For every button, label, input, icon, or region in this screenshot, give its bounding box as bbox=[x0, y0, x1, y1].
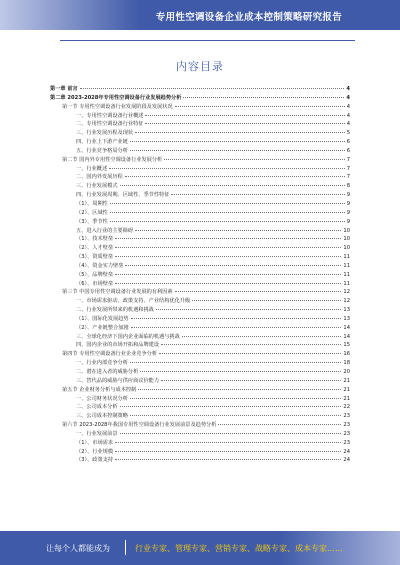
toc-leader-dots bbox=[161, 380, 341, 381]
toc-entry-label: 一、公司财务状况分析 bbox=[76, 395, 128, 402]
toc-leader-dots bbox=[145, 115, 344, 116]
toc-leader-dots bbox=[183, 97, 344, 98]
toc-entry[interactable] bbox=[50, 395, 350, 404]
toc-entry-label: 一、行业内部竞争分析 bbox=[76, 360, 128, 367]
toc-entry[interactable] bbox=[50, 377, 350, 386]
toc-entry[interactable] bbox=[50, 156, 350, 165]
toc-entry[interactable] bbox=[50, 120, 350, 129]
toc-leader-dots bbox=[175, 106, 345, 107]
toc-entry-label: 四、行业上下游产业链 bbox=[76, 139, 128, 146]
toc-entry-page: 15 bbox=[343, 342, 350, 349]
toc-leader-dots bbox=[115, 247, 341, 248]
toc-entry-page: 12 bbox=[343, 298, 350, 305]
toc-leader-dots bbox=[130, 398, 342, 399]
toc-leader-dots bbox=[130, 150, 345, 151]
toc-entry-label: 四、行业发展周期、区域性、季节性特征 bbox=[76, 192, 170, 199]
toc-entry-label: （2）、产业链整合加剧 bbox=[76, 324, 129, 331]
toc-entry[interactable] bbox=[50, 209, 350, 218]
toc-leader-dots bbox=[115, 274, 341, 275]
toc-entry[interactable] bbox=[50, 129, 350, 138]
toc-entry[interactable] bbox=[50, 147, 350, 156]
toc-entry-page: 11 bbox=[343, 254, 350, 261]
toc-entry-page: 18 bbox=[343, 360, 350, 367]
toc-entry-label: （5）、品牌壁垒 bbox=[76, 271, 114, 278]
toc-entry-page: 11 bbox=[343, 271, 350, 278]
toc-entry-page: 21 bbox=[343, 386, 350, 393]
toc-leader-dots bbox=[120, 433, 342, 434]
toc-entry[interactable] bbox=[50, 448, 350, 457]
toc-entry[interactable] bbox=[50, 333, 350, 342]
toc-leader-dots bbox=[120, 406, 342, 407]
toc-leader-dots bbox=[115, 451, 341, 452]
toc-entry-label: （1）、国际化发展趋势 bbox=[76, 315, 129, 322]
toc-leader-dots bbox=[130, 362, 342, 363]
toc-entry-label: （3）、资质壁垒 bbox=[76, 254, 114, 261]
toc-entry-page: 6 bbox=[346, 147, 350, 154]
toc-entry-label: （1）、周期性 bbox=[76, 200, 108, 207]
toc-leader-dots bbox=[109, 168, 345, 169]
toc-entry-page: 14 bbox=[343, 333, 350, 340]
toc-entry-page: 23 bbox=[343, 439, 350, 446]
toc-leader-dots bbox=[80, 88, 345, 89]
toc-leader-dots bbox=[130, 141, 345, 142]
toc-entry-label: 三、全球化经济下国内企业面临的机遇与挑战 bbox=[76, 333, 180, 340]
table-of-contents bbox=[50, 85, 350, 465]
toc-entry-label: 二、公司成本分析 bbox=[76, 404, 118, 411]
toc-entry-page: 10 bbox=[343, 227, 350, 234]
footer-expert-list: 行业专家、管理专家、营销专家、战略专家、成本专家…… bbox=[135, 544, 343, 553]
toc-entry-label: （2）、区域性 bbox=[76, 209, 108, 216]
toc-entry-page: 13 bbox=[343, 315, 350, 322]
toc-entry[interactable] bbox=[50, 288, 350, 297]
toc-entry-label: 一、行业发展前景 bbox=[76, 430, 118, 437]
toc-entry-page: 10 bbox=[343, 236, 350, 243]
toc-entry-page: 4 bbox=[346, 103, 350, 110]
toc-entry-page: 7 bbox=[346, 174, 350, 181]
toc-entry[interactable] bbox=[50, 227, 350, 236]
toc-leader-dots bbox=[171, 194, 344, 195]
toc-entry[interactable] bbox=[50, 403, 350, 412]
toc-entry-label: 二、行业发展所带来的机遇和挑战 bbox=[76, 307, 154, 314]
toc-leader-dots bbox=[110, 203, 345, 204]
toc-leader-dots bbox=[156, 309, 342, 310]
toc-entry[interactable] bbox=[50, 173, 350, 182]
toc-entry[interactable] bbox=[50, 191, 350, 200]
toc-entry[interactable] bbox=[50, 271, 350, 280]
footer-divider bbox=[125, 540, 126, 555]
footer-slogan: 让每个人都能成为 bbox=[46, 544, 110, 553]
toc-leader-dots bbox=[115, 283, 341, 284]
toc-entry-page: 4 bbox=[346, 86, 350, 92]
toc-leader-dots bbox=[145, 123, 344, 124]
toc-entry[interactable] bbox=[50, 430, 350, 439]
toc-entry[interactable] bbox=[50, 421, 350, 430]
toc-entry-label: （2）、行业规模 bbox=[76, 448, 114, 455]
toc-entry[interactable] bbox=[50, 386, 350, 395]
toc-entry-page: 24 bbox=[343, 448, 350, 455]
toc-entry-label: 二、专用性空调设备行业特征 bbox=[76, 121, 144, 128]
toc-entry-label: 三、行业发展历程及现状 bbox=[76, 130, 134, 137]
toc-entry-label: 第六节 2023-2028年我国专用性空调设备行业发展前景及趋势分析 bbox=[62, 422, 217, 429]
toc-entry-page: 9 bbox=[346, 218, 350, 225]
toc-entry-page: 12 bbox=[343, 289, 350, 296]
toc-entry-label: 四、国内企业的市场开拓和品牌建设 bbox=[76, 342, 160, 349]
toc-entry-page: 10 bbox=[343, 245, 350, 252]
toc-entry-page: 5 bbox=[346, 130, 350, 137]
toc-entry[interactable] bbox=[50, 315, 350, 324]
toc-entry-label: 二、潜在进入者的威胁分析 bbox=[76, 369, 139, 375]
toc-leader-dots bbox=[218, 424, 341, 425]
toc-entry-page: 24 bbox=[343, 457, 350, 464]
toc-entry[interactable] bbox=[50, 112, 350, 121]
toc-entry[interactable] bbox=[50, 456, 350, 465]
toc-leader-dots bbox=[138, 389, 341, 390]
toc-leader-dots bbox=[140, 371, 341, 372]
footer-bar bbox=[0, 531, 400, 565]
toc-entry[interactable] bbox=[50, 368, 350, 377]
toc-entry-page: 7 bbox=[346, 156, 350, 163]
toc-entry[interactable] bbox=[50, 350, 350, 359]
toc-leader-dots bbox=[115, 238, 341, 239]
report-title: 专用性空调设备企业成本控制策略研究报告 bbox=[155, 12, 342, 23]
toc-entry-page: 11 bbox=[343, 262, 350, 269]
toc-entry[interactable] bbox=[50, 324, 350, 333]
toc-entry-page: 23 bbox=[343, 422, 350, 429]
toc-entry[interactable] bbox=[50, 412, 350, 421]
toc-entry-page: 4 bbox=[346, 121, 350, 128]
toc-title: 内容目录 bbox=[176, 60, 224, 73]
toc-entry-page: 20 bbox=[343, 369, 350, 375]
toc-entry-page: 23 bbox=[343, 430, 350, 437]
toc-leader-dots bbox=[182, 336, 342, 337]
toc-entry-label: （6）、市场壁垒 bbox=[76, 280, 114, 287]
toc-entry[interactable] bbox=[50, 297, 350, 306]
toc-entry[interactable] bbox=[50, 138, 350, 147]
toc-entry-label: （1）、市场需求 bbox=[76, 439, 114, 446]
toc-entry-page: 9 bbox=[346, 192, 350, 199]
toc-entry-label: 第二章 2023-2028年专用性空调设备行业发展趋势分析 bbox=[50, 94, 182, 101]
toc-leader-dots bbox=[164, 159, 344, 160]
toc-entry-page: 16 bbox=[343, 351, 350, 358]
toc-entry[interactable] bbox=[50, 341, 350, 350]
toc-leader-dots bbox=[125, 176, 345, 177]
toc-entry-label: （1）、技术壁垒 bbox=[76, 236, 114, 243]
header-bar bbox=[0, 0, 400, 30]
toc-leader-dots bbox=[120, 185, 345, 186]
toc-entry-label: 第五节 企业财务分析与成本控制 bbox=[62, 386, 137, 393]
toc-entry[interactable] bbox=[50, 182, 350, 191]
toc-entry-label: 二、国内外发展历程 bbox=[76, 174, 123, 181]
toc-entry-page: 7 bbox=[346, 165, 350, 172]
toc-leader-dots bbox=[115, 459, 341, 460]
toc-leader-dots bbox=[110, 212, 345, 213]
toc-entry-page: 6 bbox=[346, 139, 350, 146]
toc-leader-dots bbox=[131, 318, 342, 319]
toc-entry-page: 9 bbox=[346, 200, 350, 207]
toc-entry-label: 一、行业概述 bbox=[76, 165, 108, 172]
toc-entry-page: 23 bbox=[343, 413, 350, 420]
toc-entry-label: 三、公司成本控制策略 bbox=[76, 413, 128, 420]
toc-entry[interactable] bbox=[50, 280, 350, 289]
toc-leader-dots bbox=[135, 230, 341, 231]
toc-entry-page: 21 bbox=[343, 377, 350, 384]
header-divider bbox=[60, 40, 355, 41]
toc-entry-page: 22 bbox=[343, 404, 350, 411]
toc-entry-page: 9 bbox=[346, 209, 350, 216]
toc-leader-dots bbox=[192, 300, 341, 301]
toc-leader-dots bbox=[115, 256, 341, 257]
toc-entry[interactable] bbox=[50, 253, 350, 262]
toc-entry[interactable] bbox=[50, 244, 350, 253]
toc-entry-label: （3）、政策支持 bbox=[76, 457, 114, 464]
toc-leader-dots bbox=[159, 353, 341, 354]
toc-entry[interactable] bbox=[50, 235, 350, 244]
toc-leader-dots bbox=[110, 221, 345, 222]
toc-entry[interactable] bbox=[50, 306, 350, 315]
toc-entry[interactable] bbox=[50, 85, 350, 94]
toc-entry-label: 第一章 前言 bbox=[50, 86, 78, 92]
toc-entry-label: 一、市场需求驱动、政策支持、产业结构优化升级 bbox=[76, 298, 191, 305]
toc-entry-page: 13 bbox=[343, 307, 350, 314]
toc-entry[interactable] bbox=[50, 439, 350, 448]
toc-leader-dots bbox=[161, 344, 341, 345]
toc-entry-label: 三、行业发展模式 bbox=[76, 183, 118, 190]
toc-entry-label: 一、专用性空调设备行业概述 bbox=[76, 112, 144, 119]
toc-entry-label: （2）、人才壁垒 bbox=[76, 245, 114, 252]
toc-leader-dots bbox=[125, 265, 341, 266]
toc-entry[interactable] bbox=[50, 359, 350, 368]
toc-entry[interactable] bbox=[50, 200, 350, 209]
toc-entry-label: 第一节 专用性空调设备行业发展阶段及发展状况 bbox=[62, 103, 173, 110]
toc-entry[interactable] bbox=[50, 103, 350, 112]
toc-leader-dots bbox=[175, 291, 342, 292]
toc-entry-page: 14 bbox=[343, 324, 350, 331]
toc-leader-dots bbox=[130, 415, 342, 416]
toc-entry-page: 4 bbox=[346, 94, 350, 101]
toc-entry-page: 8 bbox=[346, 183, 350, 190]
toc-leader-dots bbox=[135, 132, 345, 133]
toc-entry-label: （3）、季节性 bbox=[76, 218, 108, 225]
toc-entry-page: 21 bbox=[343, 395, 350, 402]
toc-entry[interactable] bbox=[50, 262, 350, 271]
toc-entry-label: 第四节 专用性空调设备行业企业竞争分析 bbox=[62, 351, 158, 358]
toc-entry[interactable] bbox=[50, 94, 350, 103]
toc-entry-label: 第二节 国内外专用性空调设备行业发展分析 bbox=[62, 156, 163, 163]
toc-entry[interactable] bbox=[50, 165, 350, 174]
toc-leader-dots bbox=[115, 442, 341, 443]
toc-leader-dots bbox=[131, 327, 342, 328]
toc-entry-page: 4 bbox=[346, 112, 350, 119]
toc-entry[interactable] bbox=[50, 218, 350, 227]
toc-entry-label: 五、进入行业的主要障碍 bbox=[76, 227, 134, 234]
toc-entry-label: 五、行业竞争格局分析 bbox=[76, 147, 128, 154]
toc-entry-label: 三、替代品的威胁与供应商议价能力 bbox=[76, 377, 160, 384]
toc-entry-page: 11 bbox=[343, 280, 350, 287]
toc-entry-label: 第三节 中国专用性空调设备行业发展的有利因素 bbox=[62, 289, 173, 296]
toc-entry-label: （4）、资金实力壁垒 bbox=[76, 262, 124, 269]
